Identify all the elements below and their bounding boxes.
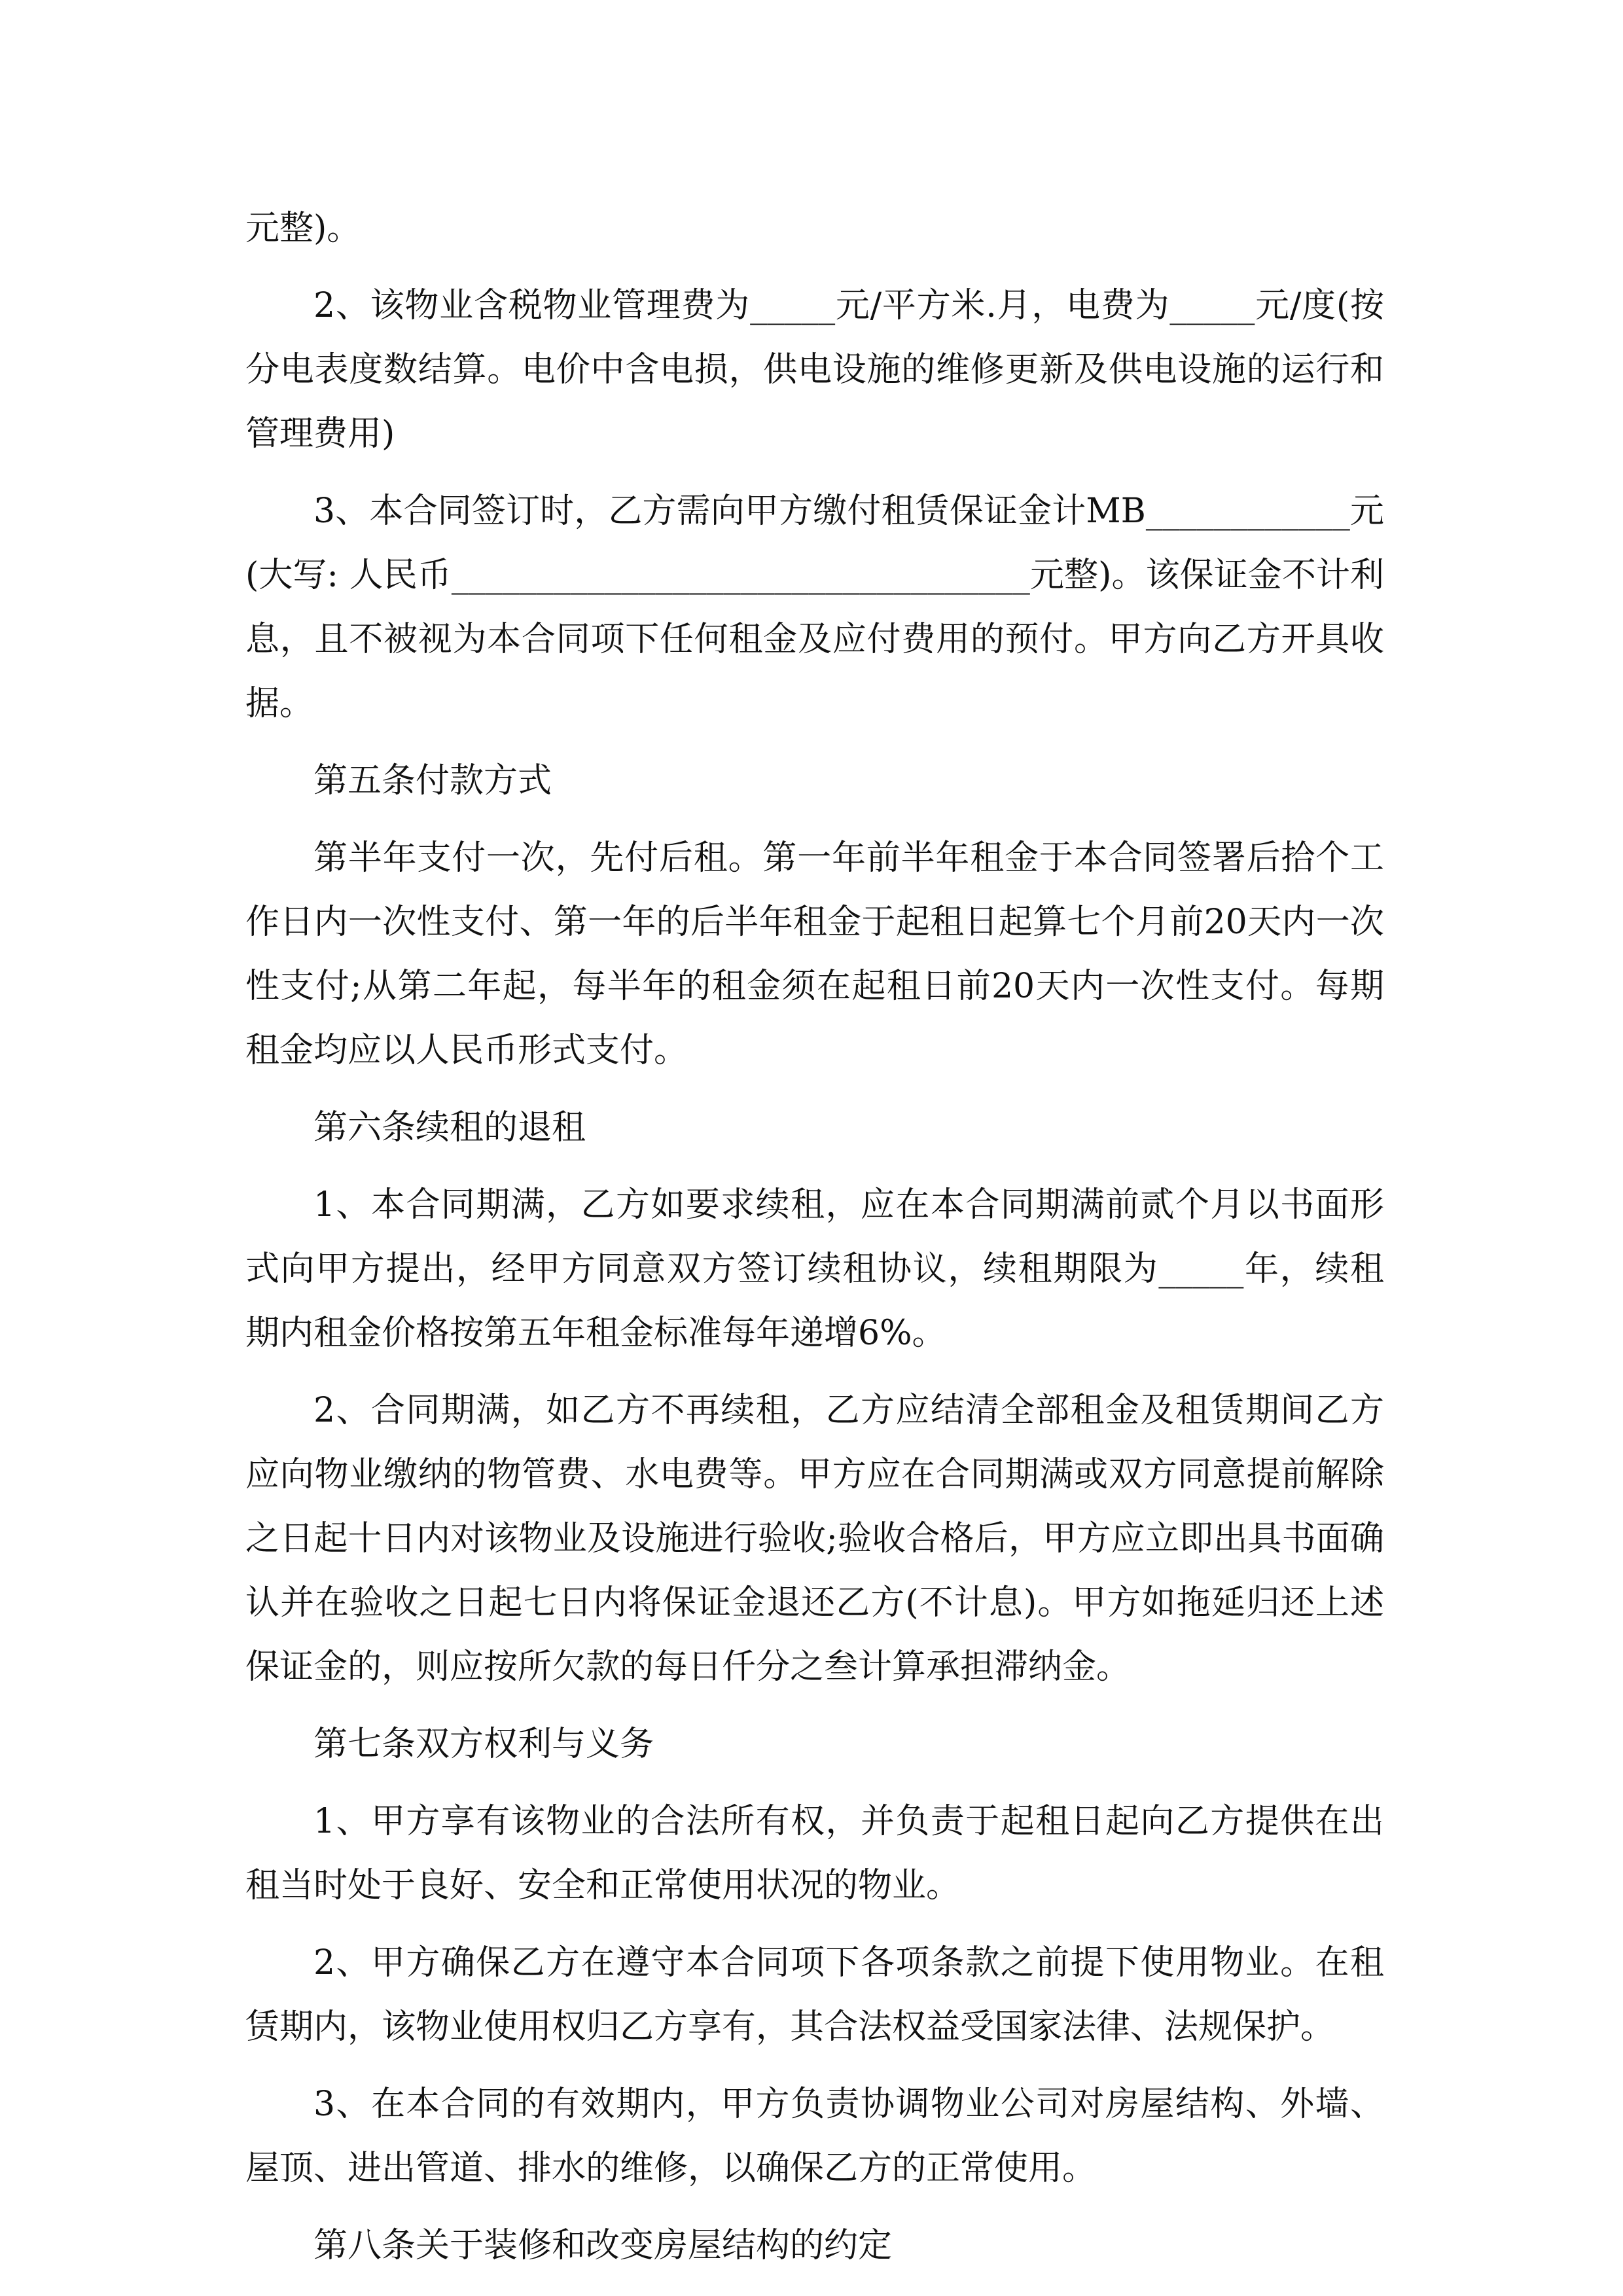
- article-6-heading: 第六条续租的退租: [313, 1108, 586, 1147]
- article-8-heading: 第八条关于装修和改变房屋结构的约定: [313, 2226, 893, 2265]
- contract-body: [245, 196, 1384, 2291]
- clause-renewal: 1、本合同期满，乙方如要求续租，应在本合同期满前贰个月以书面形式向甲方提出，经甲方同意双方签订续租协议，续租期限为_____年，续租期内租金价格按第五年租金标准每年递增6%。: [245, 1185, 1384, 1353]
- paragraph-continuation: 元整)。: [245, 209, 361, 248]
- clause-deposit: 3、本合同签订时，乙方需向甲方缴付租赁保证金计MB____________元(大写: 人民币__________________________________元整)。该保证金不计利息，且不被视为本合同项下任何租金及应付费用的预付。甲方向乙方开具收据。: [245, 492, 1384, 723]
- clause-payment-method: 第半年支付一次，先付后租。第一年前半年租金于本合同签署后拾个工作日内一次性支付、第一年的后半年租金于起租日起算七个月前20天内一次性支付;从第二年起，每半年的租金须在起租日前20天内一次性支付。每期租金均应以人民币形式支付。: [245, 838, 1384, 1070]
- clause-property-fee: 2、该物业含税物业管理费为_____元/平方米.月，电费为_____元/度(按分电表度数结算。电价中含电损，供电设施的维修更新及供电设施的运行和管理费用): [245, 286, 1384, 454]
- clause-landlord-ownership: 1、甲方享有该物业的合法所有权，并负责于起租日起向乙方提供在出租当时处于良好、安全和正常使用状况的物业。: [245, 1802, 1384, 1905]
- clause-tenant-use-right: 2、甲方确保乙方在遵守本合同项下各项条款之前提下使用物业。在租赁期内，该物业使用权归乙方享有，其合法权益受国家法律、法规保护。: [245, 1943, 1384, 2047]
- article-7-heading: 第七条双方权利与义务: [313, 1725, 654, 1764]
- clause-termination: 2、合同期满，如乙方不再续租，乙方应结清全部租金及租赁期间乙方应向物业缴纳的物管费、水电费等。甲方应在合同期满或双方同意提前解除之日起十日内对该物业及设施进行验收;验收合格后，甲方应立即出具书面确认并在验收之日起七日内将保证金退还乙方(不计息)。甲方如拖延归还上述保证金的，则应按所欠款的每日仟分之叁计算承担滞纳金。: [245, 1391, 1384, 1687]
- clause-maintenance: 3、在本合同的有效期内，甲方负责协调物业公司对房屋结构、外墙、屋顶、进出管道、排水的维修，以确保乙方的正常使用。: [245, 2085, 1384, 2188]
- article-5-heading: 第五条付款方式: [313, 761, 552, 800]
